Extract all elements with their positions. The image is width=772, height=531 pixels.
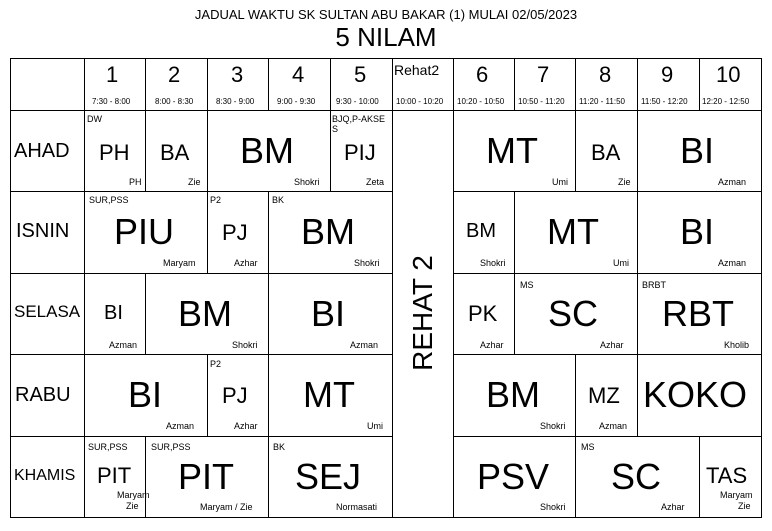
subject-code: MT <box>547 211 599 252</box>
period-number: 1 <box>106 62 119 87</box>
teacher-name: Shokri <box>294 177 320 187</box>
teacher-name: Zie <box>126 501 139 511</box>
class-tag: P2 <box>210 359 222 369</box>
teacher-name: Zie <box>618 177 631 187</box>
period-time: 11:50 - 12:20 <box>641 97 688 106</box>
break-label: REHAT 2 <box>407 255 438 371</box>
period-number: 4 <box>292 62 305 87</box>
period-number: 8 <box>599 62 612 87</box>
school-title: JADUAL WAKTU SK SULTAN ABU BAKAR (1) MULAI 02/05/2023 <box>194 7 578 22</box>
subject-code: PIT <box>97 463 132 488</box>
day-label: ISNIN <box>16 220 70 242</box>
break-header: Rehat2 <box>394 62 440 78</box>
class-tag: BRBT <box>642 280 667 290</box>
subject-code: BM <box>486 374 540 415</box>
period-number: 9 <box>661 62 674 87</box>
timetable-grid <box>10 58 762 518</box>
subject-code: BM <box>301 211 355 252</box>
subject-code: BA <box>160 140 190 165</box>
day-label: RABU <box>15 384 71 406</box>
teacher-name: Umi <box>367 421 383 431</box>
teacher-name: Maryam <box>163 258 196 268</box>
subject-code: PIU <box>114 211 175 252</box>
class-tag: SUR,PSS <box>89 195 129 205</box>
subject-code: BI <box>680 130 715 171</box>
day-label: KHAMIS <box>14 467 76 484</box>
class-tag: MS <box>520 280 534 290</box>
teacher-name: Zie <box>188 177 201 187</box>
teacher-name: Normasati <box>336 502 378 512</box>
period-time: 10:50 - 11:20 <box>518 97 565 106</box>
class-title: 5 NILAM <box>335 22 437 52</box>
subject-code: MT <box>486 130 538 171</box>
teacher-name: Azhar <box>661 502 685 512</box>
teacher-name: Shokri <box>480 258 506 268</box>
period-time: 10:20 - 10:50 <box>457 97 505 106</box>
teacher-name: Azman <box>599 421 628 431</box>
class-tag: BJQ,P-AKSES <box>332 114 386 134</box>
teacher-name: Azhar <box>234 258 258 268</box>
teacher-name: Azhar <box>600 340 624 350</box>
subject-code: BA <box>591 140 621 165</box>
subject-code: PIT <box>178 456 235 497</box>
period-time: 12:20 - 12:50 <box>702 97 750 106</box>
teacher-name: Azman <box>166 421 195 431</box>
subject-code: SC <box>548 293 599 334</box>
teacher-name: Shokri <box>232 340 258 350</box>
subject-code: PJ <box>222 220 248 245</box>
period-time: 9:30 - 10:00 <box>336 97 379 106</box>
period-number: 2 <box>168 62 181 87</box>
class-tag: BK <box>273 442 286 452</box>
subject-code: BI <box>311 293 346 334</box>
period-number: 3 <box>231 62 244 87</box>
subject-code: BM <box>466 220 496 242</box>
class-tag: BK <box>272 195 285 205</box>
teacher-name: Shokri <box>540 502 566 512</box>
teacher-name: Zeta <box>366 177 385 187</box>
class-tag: P2 <box>210 195 222 205</box>
period-number: 6 <box>476 62 489 87</box>
teacher-name: Umi <box>552 177 568 187</box>
teacher-name: Maryam <box>720 490 753 500</box>
period-time: 9:00 - 9:30 <box>277 97 316 106</box>
subject-code: MT <box>303 374 355 415</box>
day-label: AHAD <box>14 140 70 162</box>
teacher-name: Maryam / Zie <box>200 502 253 512</box>
subject-code: BM <box>240 130 294 171</box>
teacher-name: Maryam <box>117 490 150 500</box>
teacher-name: Umi <box>613 258 629 268</box>
class-tag: SUR,PSS <box>88 442 128 452</box>
subject-code: BI <box>128 374 163 415</box>
teacher-name: Azhar <box>480 340 504 350</box>
teacher-name: Azman <box>718 177 747 187</box>
teacher-name: Azman <box>350 340 379 350</box>
subject-code: PK <box>468 301 498 326</box>
subject-code: SEJ <box>295 456 362 497</box>
period-time: 8:00 - 8:30 <box>155 97 194 106</box>
subject-code: PJ <box>222 383 248 408</box>
period-time: 8:30 - 9:00 <box>216 97 255 106</box>
teacher-name: Azman <box>718 258 747 268</box>
subject-code: BI <box>680 211 715 252</box>
teacher-name: Zie <box>738 501 751 511</box>
subject-code: KOKO <box>643 374 748 415</box>
subject-code: BM <box>178 293 232 334</box>
subject-code: TAS <box>706 463 748 488</box>
period-number: 7 <box>537 62 550 87</box>
teacher-name: Shokri <box>354 258 380 268</box>
teacher-name: Shokri <box>540 421 566 431</box>
teacher-name: Azhar <box>234 421 258 431</box>
subject-code: PH <box>99 140 130 165</box>
subject-code: PIJ <box>344 140 376 165</box>
teacher-name: Kholib <box>724 340 750 350</box>
teacher-name: Azman <box>109 340 138 350</box>
period-time: 7:30 - 8:00 <box>92 97 131 106</box>
subject-code: RBT <box>662 293 734 334</box>
period-time: 10:00 - 10:20 <box>396 97 444 106</box>
class-tag: DW <box>87 114 102 124</box>
subject-code: BI <box>104 302 123 324</box>
period-number: 5 <box>354 62 367 87</box>
subject-code: SC <box>611 456 662 497</box>
period-number: 10 <box>716 62 741 87</box>
class-tag: MS <box>581 442 595 452</box>
period-time: 11:20 - 11:50 <box>579 97 625 106</box>
subject-code: MZ <box>588 383 620 408</box>
day-label: SELASA <box>14 302 81 321</box>
subject-code: PSV <box>477 456 550 497</box>
teacher-name: PH <box>129 177 142 187</box>
class-tag: SUR,PSS <box>151 442 191 452</box>
